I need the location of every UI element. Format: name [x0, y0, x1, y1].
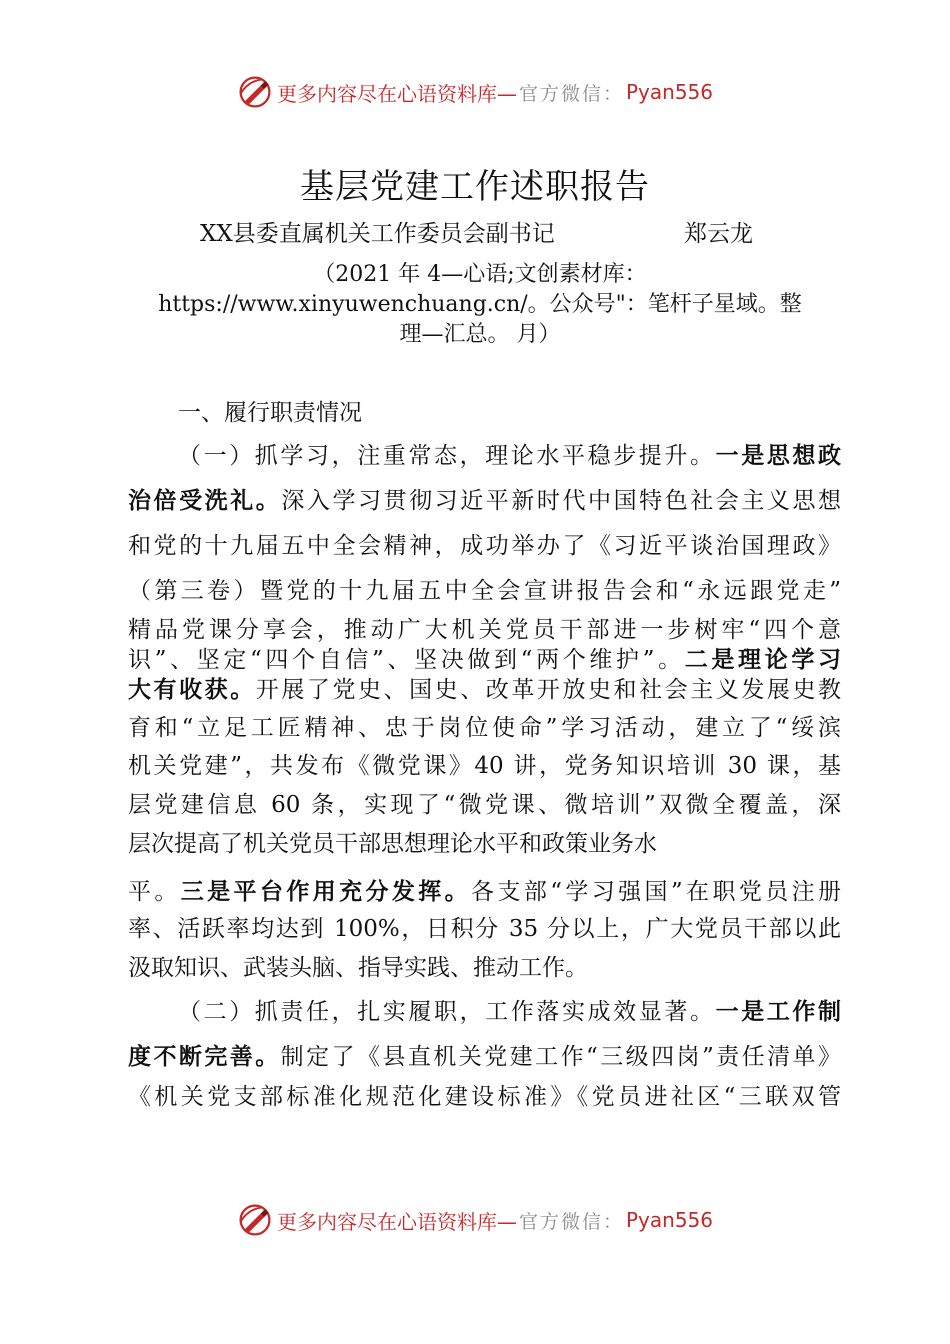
body-line: 平。三是平台作用充分发挥。各支部“学习强国”在职党员注册	[128, 879, 841, 905]
date-note	[110, 260, 850, 350]
body-line: 汲取知识、武装头脑、指导实践、推动工作。	[128, 955, 588, 981]
body-line: 机关党建”，共发布《微党课》40 讲，党务知识培训 30 课，基	[128, 753, 841, 779]
body-line: 精品党课分享会，推动广大机关党员干部进一步树牢“四个意	[128, 617, 841, 643]
body-line: 度不断完善。制定了《县直机关党建工作“三级四岗”责任清单》	[128, 1044, 841, 1070]
author-name: 郑云龙	[684, 221, 753, 247]
section-heading: 一、履行职责情况	[178, 400, 362, 426]
author-role: XX县委直属机关工作委员会副书记	[200, 221, 555, 247]
body-line: 育和“立足工匠精神、忠于岗位使命”学习活动，建立了“绥滨	[128, 715, 841, 741]
author-line	[200, 216, 800, 252]
body-line: （第三卷）暨党的十九届五中全会宣讲报告会和“永远跟党走”	[128, 578, 841, 604]
watermark-wechat-id: Pyan556	[626, 1208, 714, 1232]
date-line-3: 理—汇总。 月）	[399, 322, 561, 347]
body-line: 和党的十九届五中全会精神，成功举办了《习近平谈治国理政》	[128, 533, 841, 559]
body-line: 《机关党支部标准化规范化建设标准》《党员进社区“三联双管	[128, 1084, 841, 1110]
watermark-text: 更多内容尽在心语资料库—	[276, 1209, 517, 1234]
pen-logo-icon	[237, 74, 273, 110]
watermark-banner-bottom	[0, 1200, 950, 1240]
watermark-text: 更多内容尽在心语资料库—	[276, 81, 517, 106]
body-line: （二）抓责任，扎实履职，工作落实成效显著。一是工作制	[178, 999, 842, 1025]
body-line: 率、活跃率均达到 100%，日积分 35 分以上，广大党员干部以此	[128, 916, 841, 942]
watermark-wechat-id: Pyan556	[626, 80, 714, 104]
body-line: 识”、坚定“四个自信”、坚决做到“两个维护”。二是理论学习	[128, 647, 842, 673]
pen-logo-icon	[237, 1202, 273, 1238]
watermark-wechat-label: 官方微信：	[518, 82, 624, 105]
body-line: （一）抓学习，注重常态，理论水平稳步提升。一是思想政	[178, 443, 842, 469]
body-line: 层党建信息 60 条，实现了“微党课、微培训”双微全覆盖，深	[128, 792, 841, 818]
body-line: 大有收获。开展了党史、国史、改革开放史和社会主义发展史教	[128, 677, 842, 703]
body-line: 层次提高了机关党员干部思想理论水平和政策业务水	[128, 831, 657, 857]
body-line: 治倍受洗礼。深入学习贯彻习近平新时代中国特色社会主义思想	[128, 488, 842, 514]
watermark-wechat-label: 官方微信：	[518, 1210, 624, 1233]
watermark-banner-top	[0, 72, 950, 112]
date-line-1: （2021 年 4—心语;文创素材库：	[313, 262, 647, 287]
document-title: 基层党建工作述职报告	[300, 167, 650, 207]
date-line-2: https://www.xinyuwenchuang.cn/。公众号"：笔杆子星域。整	[158, 292, 802, 317]
